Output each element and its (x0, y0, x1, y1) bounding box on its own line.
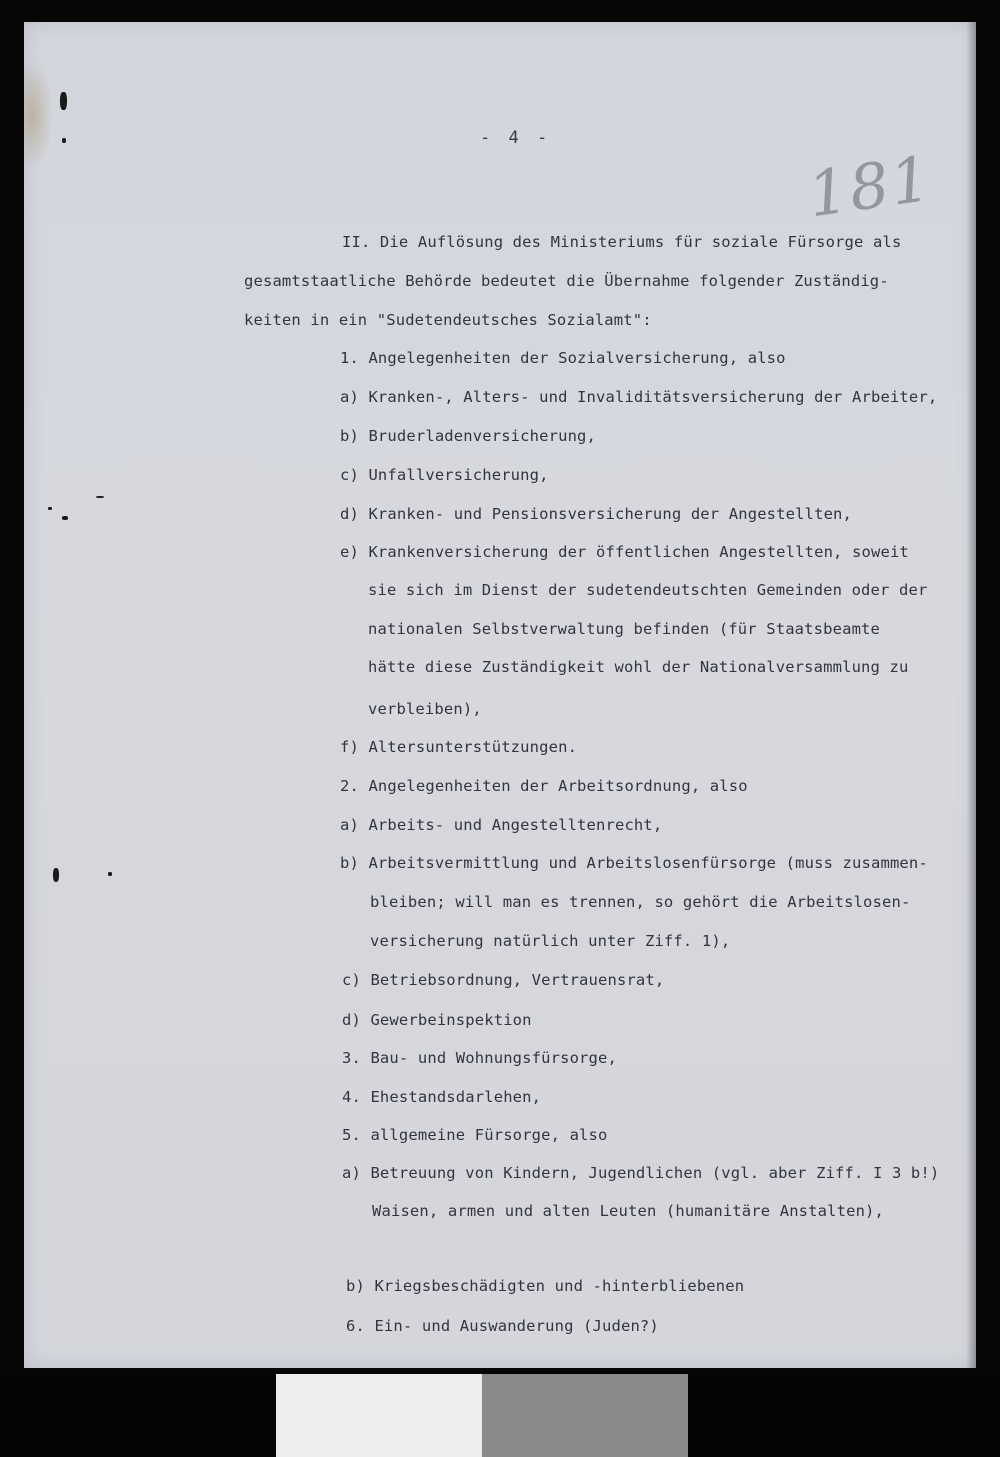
paper-edge-shadow (966, 22, 976, 1368)
paragraph-line: keiten in ein "Sudetendeutsches Sozialamt": (244, 311, 652, 329)
list-line: a) Betreuung von Kindern, Jugendlichen (vgl. aber Ziff. I 3 b!) (342, 1164, 940, 1182)
list-line: b) Kriegsbeschädigten und -hinterbliebenen (346, 1277, 745, 1295)
paragraph-line: gesamtstaatliche Behörde bedeutet die Übernahme folgender Zuständig- (244, 272, 889, 290)
list-line: a) Arbeits- und Angestelltenrecht, (340, 816, 663, 834)
list-line: f) Altersunterstützungen. (340, 738, 578, 756)
punch-mark-3 (48, 507, 52, 510)
list-line: 5. allgemeine Fürsorge, also (342, 1126, 608, 1144)
list-line: 3. Bau- und Wohnungsfürsorge, (342, 1049, 617, 1067)
list-line: a) Kranken-, Alters- und Invaliditätsversicherung der Arbeiter, (340, 388, 938, 406)
calibration-gray-patch (482, 1374, 688, 1457)
punch-mark-4 (62, 516, 68, 520)
punch-mark-7 (108, 872, 112, 876)
list-line: verbleiben), (368, 700, 482, 718)
list-line: 4. Ehestandsdarlehen, (342, 1088, 542, 1106)
paragraph-line: II. Die Auflösung des Ministeriums für soziale Fürsorge als (342, 233, 902, 251)
handwritten-folio-number: 181 (803, 141, 937, 232)
punch-mark-6 (53, 868, 59, 882)
list-line: d) Kranken- und Pensionsversicherung der Angestellten, (340, 505, 853, 523)
list-line: Waisen, armen und alten Leuten (humanitäre Anstalten), (372, 1202, 885, 1220)
punch-mark-5 (96, 496, 104, 498)
list-line: b) Bruderladenversicherung, (340, 427, 597, 445)
list-line: c) Betriebsordnung, Vertrauensrat, (342, 971, 665, 989)
punch-mark-1 (60, 92, 67, 110)
paper-stain (24, 60, 54, 170)
list-line: 2. Angelegenheiten der Arbeitsordnung, also (340, 777, 748, 795)
list-line: 1. Angelegenheiten der Sozialversicherung, also (340, 349, 786, 367)
list-line: sie sich im Dienst der sudetendeutschten Gemeinden oder der (368, 581, 928, 599)
list-line: nationalen Selbstverwaltung befinden (für Staatsbeamte (368, 620, 881, 638)
list-line: 6. Ein- und Auswanderung (Juden?) (346, 1317, 659, 1335)
list-line: b) Arbeitsvermittlung und Arbeitslosenfürsorge (muss zusammen- (340, 854, 928, 872)
list-line: hätte diese Zuständigkeit wohl der Nationalversammlung zu (368, 658, 909, 676)
calibration-white-patch (276, 1374, 482, 1457)
list-line: e) Krankenversicherung der öffentlichen Angestellten, soweit (340, 543, 909, 561)
list-line: c) Unfallversicherung, (340, 466, 549, 484)
list-line: bleiben; will man es trennen, so gehört die Arbeitslosen- (370, 893, 911, 911)
page-number: - 4 - (480, 128, 552, 148)
punch-mark-2 (62, 138, 66, 143)
list-line: d) Gewerbeinspektion (342, 1011, 532, 1029)
list-line: versicherung natürlich unter Ziff. 1), (370, 932, 731, 950)
